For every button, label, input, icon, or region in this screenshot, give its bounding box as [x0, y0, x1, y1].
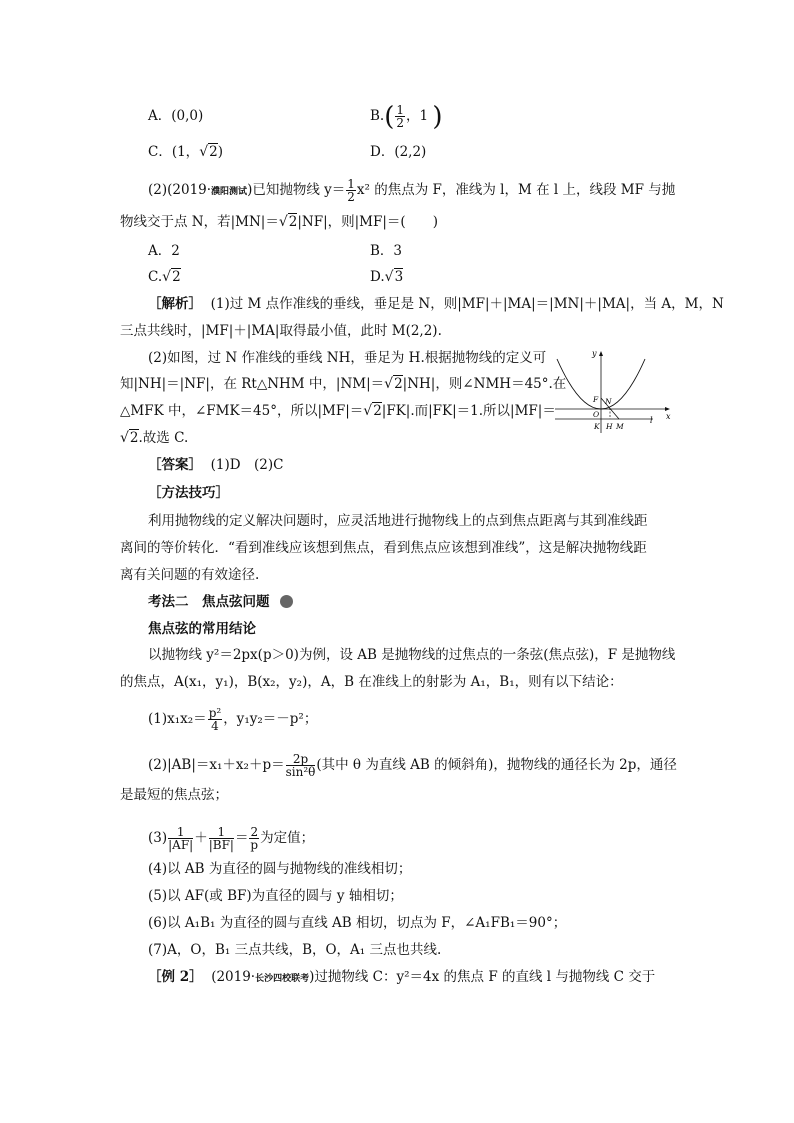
q1-option-c: C．(1，√2) — [148, 144, 223, 160]
section-dot-icon — [280, 595, 293, 608]
x-axis-arrow — [665, 407, 670, 411]
conclusion-5: (5)以 AF(或 BF)为直径的圆与 y 轴相切； — [148, 888, 403, 904]
analysis-line-6: √2.故选 C. — [120, 430, 189, 446]
conclusion-1: (1)x₁x₂＝ $\frac{\text{p²}}{4}$ ，y₁y₂＝－p²； — [148, 706, 318, 733]
label-n: N — [605, 397, 612, 406]
label-h: H — [606, 422, 613, 431]
analysis-line-4: 知|NH|＝|NF|，在 Rt△NHM 中，|NM|＝√2|NH|，则∠NMH＝45°.在 — [120, 376, 567, 392]
q1-option-a: A．(0,0) — [148, 108, 204, 124]
label-m: M — [616, 422, 624, 431]
method-line-3: 离有关问题的有效途径. — [120, 567, 260, 583]
q2-option-a: A．2 — [148, 243, 180, 259]
analysis-line-3: (2)如图，过 N 作准线的垂线 NH，垂足为 H.根据抛物线的定义可 — [148, 350, 547, 366]
example-2-line: ［例 2］ (2019·长沙四校联考)过抛物线 C：y²＝4x 的焦点 F 的直线 l 与抛物线 C 交于 — [148, 969, 656, 985]
method-line-1: 利用抛物线的定义解决问题时，应灵活地进行抛物线上的点到焦点距离与其到准线距 — [148, 513, 648, 529]
analysis-line-2: 三点共线时，|MF|＋|MA|取得最小值，此时 M(2,2). — [120, 323, 442, 339]
answer-line: ［答案］ (1)D (2)C — [148, 457, 284, 473]
label-o: O — [593, 410, 600, 419]
conclusion-7: (7)A，O，B₁ 三点共线，B，O，A₁ 三点也共线. — [148, 942, 442, 958]
section2-title: 考法二 焦点弦问题 — [148, 593, 293, 611]
q2-option-c: C.√2 — [148, 269, 181, 285]
y-axis-arrow — [599, 351, 603, 356]
label-k: K — [594, 422, 600, 431]
conclusion-6: (6)以 A₁B₁ 为直径的圆与直线 AB 相切，切点为 F，∠A₁FB₁＝90°； — [148, 915, 567, 931]
label-l: l — [650, 416, 653, 425]
section2-intro-2: 的焦点，A(x₁，y₁)，B(x₂，y₂)，A，B 在准线上的射影为 A₁，B₁，则有以下结论： — [120, 674, 623, 690]
label-y: y — [592, 349, 597, 358]
analysis-line-5: △MFK 中，∠FMK＝45°，所以|MF|＝√2|FK|.而|FK|＝1.所以|MF|＝ — [120, 403, 556, 419]
analysis-line-1: ［解析］ (1)过 M 点作准线的垂线，垂足是 N，则|MF|＋|MA|＝|MN|＋|MA|，当 A，M，N — [148, 296, 724, 312]
conclusion-2-cont: 是最短的焦点弦； — [120, 787, 228, 803]
q1-option-b: B.( $\frac{1}{2}$ ，1 ) — [370, 102, 443, 132]
conclusion-2: (2)|AB|＝x₁＋x₂＋p＝ $\frac{2p}{\text{sin²θ}}$ (其中 θ 为直线 AB 的倾斜角)，抛物线的通径长为 2p，通径 — [148, 752, 677, 779]
conclusion-4: (4)以 AB 为直径的圆与抛物线的准线相切； — [148, 861, 412, 877]
q1-option-d: D．(2,2) — [370, 144, 427, 160]
q2-line-2: 物线交于点 N，若|MN|＝√2|NF|，则|MF|＝( ) — [120, 214, 438, 230]
method-heading: ［方法技巧］ — [148, 485, 229, 501]
section2-intro-1: 以抛物线 y²＝2px(p＞0)为例，设 AB 是抛物线的过焦点的一条弦(焦点弦)，F 是抛物线 — [148, 647, 676, 663]
q2-line-1: (2)(2019·濮阳测试)已知抛物线 y＝ $\frac{1}{2}$ x² 的焦点为 F，准线为 l，M 在 l 上，线段 MF 与抛 — [148, 177, 676, 204]
section2-subtitle: 焦点弦的常用结论 — [148, 621, 256, 637]
q2-option-d: D.√3 — [370, 269, 404, 285]
q2-option-b: B．3 — [370, 243, 403, 259]
method-line-2: 离间的等价转化．“看到准线应该想到焦点，看到焦点应该想到准线”，这是解决抛物线距 — [120, 540, 647, 556]
label-f: F — [593, 395, 599, 404]
parabola-figure — [553, 349, 673, 435]
label-x: x — [666, 412, 671, 421]
conclusion-3: (3) $\frac{1}{|AF|}$ ＋ $\frac{1}{|BF|}$ ＝ $\frac{2}{p}$ 为定值； — [148, 825, 315, 852]
